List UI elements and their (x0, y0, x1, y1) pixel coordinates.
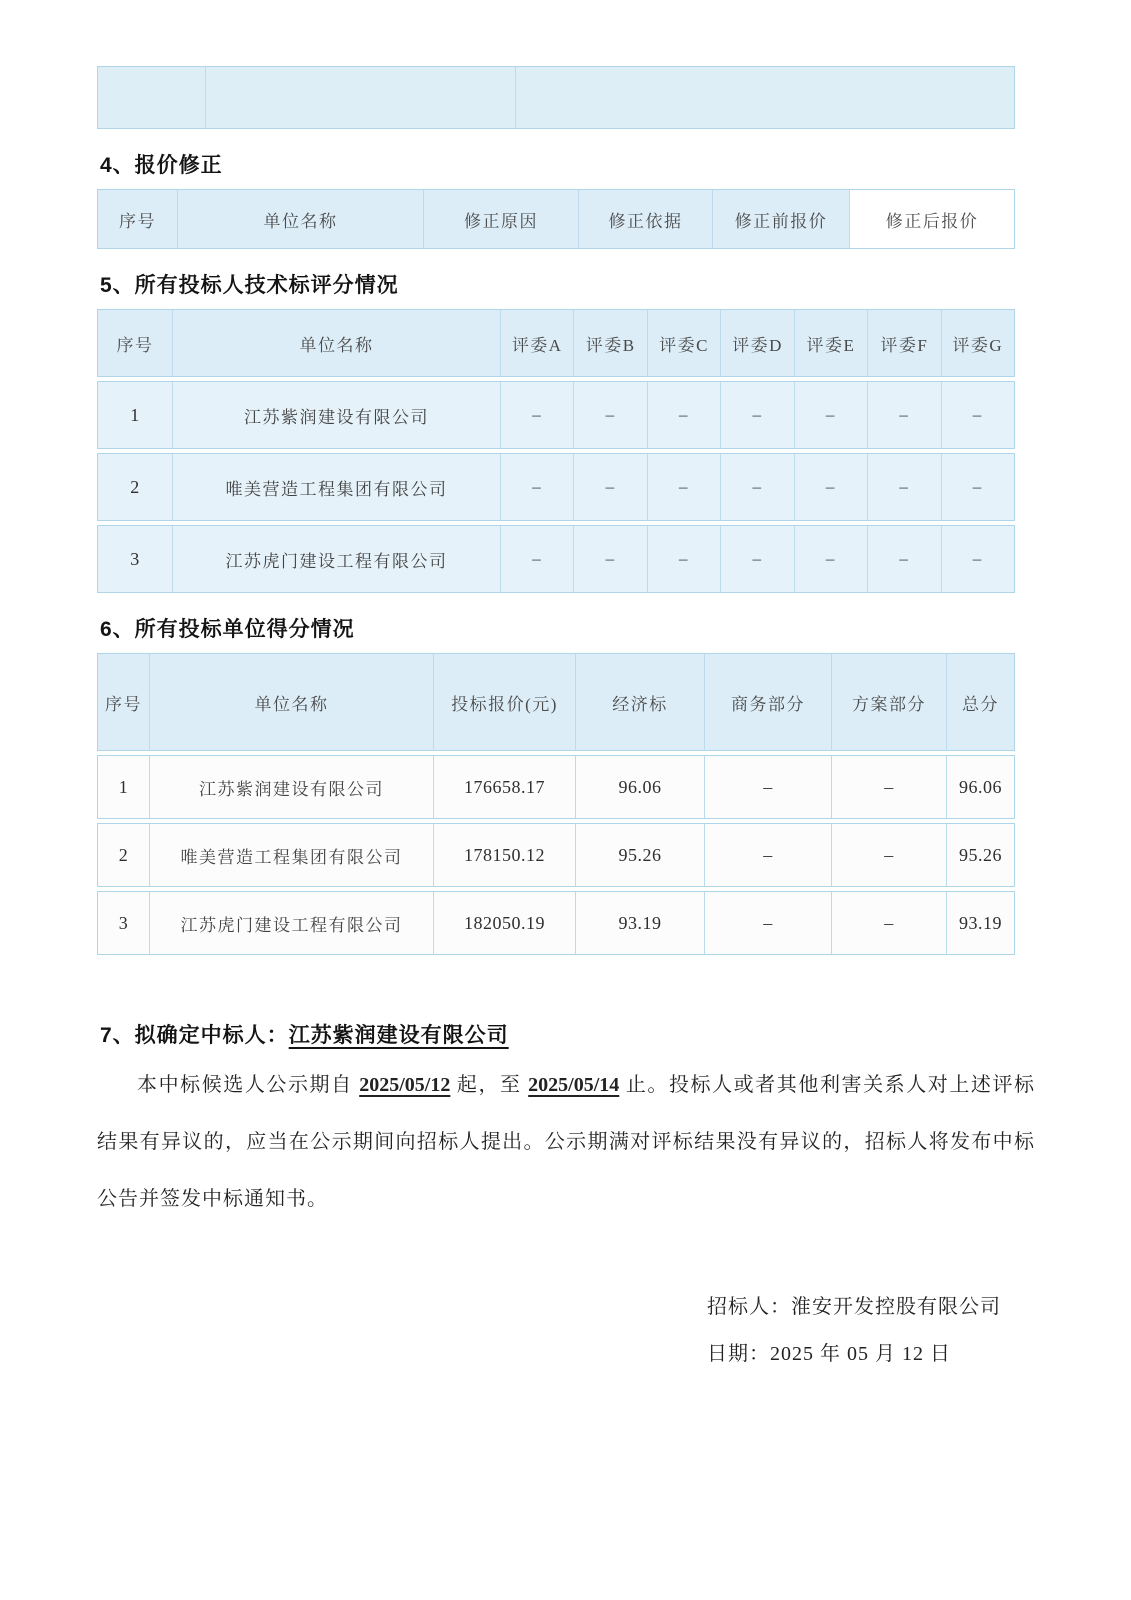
score-cell: – (648, 526, 721, 592)
column-header: 修正依据 (579, 190, 713, 248)
score-cell: – (942, 382, 1014, 448)
score-cell: – (942, 454, 1014, 520)
table-row (97, 891, 1015, 955)
company-cell: 江苏紫润建设有限公司 (150, 756, 434, 818)
business-score-cell: – (705, 756, 832, 818)
score-cell: – (721, 382, 794, 448)
seq-cell: 2 (98, 824, 150, 886)
notice-paragraph (97, 1057, 1035, 1228)
column-header: 单位名称 (178, 190, 424, 248)
table-header-row (97, 189, 1015, 249)
column-header: 评委G (942, 310, 1014, 376)
company-cell: 唯美营造工程集团有限公司 (173, 454, 501, 520)
score-cell: – (868, 382, 941, 448)
column-header: 单位名称 (150, 654, 434, 750)
column-header: 序号 (98, 310, 173, 376)
company-cell: 江苏虎门建设工程有限公司 (150, 892, 434, 954)
notice-text: 本中标候选人公示期自 (137, 1074, 360, 1096)
plan-score-cell: – (832, 824, 947, 886)
table-row (97, 823, 1015, 887)
empty-cell (206, 67, 516, 128)
company-cell: 唯美营造工程集团有限公司 (150, 824, 434, 886)
signature-block (707, 1284, 1035, 1378)
section7-heading (100, 1019, 1035, 1049)
score-cell: – (795, 382, 868, 448)
seq-cell: 1 (98, 756, 150, 818)
score-cell: – (574, 454, 647, 520)
column-header: 经济标 (576, 654, 705, 750)
section6-heading: 6、所有投标单位得分情况 (100, 618, 355, 641)
score-cell: – (721, 526, 794, 592)
date-line: 日期：2025 年 05 月 12 日 (707, 1343, 951, 1365)
column-header: 总分 (947, 654, 1014, 750)
business-score-cell: – (705, 824, 832, 886)
section5-heading: 5、所有投标人技术标评分情况 (100, 274, 399, 297)
price-cell: 178150.12 (434, 824, 576, 886)
column-header: 方案部分 (832, 654, 947, 750)
column-header: 商务部分 (705, 654, 832, 750)
score-cell: – (721, 454, 794, 520)
column-header: 修正原因 (424, 190, 579, 248)
column-header: 评委B (574, 310, 647, 376)
tenderer-line: 招标人：淮安开发控股有限公司 (707, 1296, 1001, 1318)
score-cell: – (795, 526, 868, 592)
winner-label: 7、拟确定中标人： (100, 1024, 289, 1047)
business-score-cell: – (705, 892, 832, 954)
column-header: 修正后报价 (850, 190, 1014, 248)
total-score-table (97, 653, 1015, 955)
table-row (97, 525, 1015, 593)
column-header: 评委C (648, 310, 721, 376)
seq-cell: 1 (98, 382, 173, 448)
score-cell: – (574, 382, 647, 448)
notice-end-date: 2025/05/14 (528, 1074, 620, 1096)
column-header: 序号 (98, 190, 178, 248)
score-cell: – (574, 526, 647, 592)
score-cell: – (648, 382, 721, 448)
economic-score-cell: 95.26 (576, 824, 705, 886)
section4-heading: 4、报价修正 (100, 154, 223, 177)
table-header-row (97, 653, 1015, 751)
column-header: 评委A (501, 310, 574, 376)
table-header-row (97, 309, 1015, 377)
column-header: 单位名称 (173, 310, 501, 376)
total-score-cell: 93.19 (947, 892, 1014, 954)
score-cell: – (501, 382, 574, 448)
economic-score-cell: 96.06 (576, 756, 705, 818)
economic-score-cell: 93.19 (576, 892, 705, 954)
company-cell: 江苏紫润建设有限公司 (173, 382, 501, 448)
table-row (97, 755, 1015, 819)
score-cell: – (501, 454, 574, 520)
empty-cell (98, 67, 206, 128)
table-row (97, 66, 1015, 129)
document-page (97, 0, 1035, 1378)
column-header: 评委E (795, 310, 868, 376)
notice-text: 起，至 (450, 1074, 529, 1096)
column-header: 评委D (721, 310, 794, 376)
company-cell: 江苏虎门建设工程有限公司 (173, 526, 501, 592)
column-header: 序号 (98, 654, 150, 750)
plan-score-cell: – (832, 756, 947, 818)
notice-start-date: 2025/05/12 (359, 1074, 451, 1096)
total-score-cell: 95.26 (947, 824, 1014, 886)
column-header: 评委F (868, 310, 941, 376)
column-header: 修正前报价 (713, 190, 850, 248)
price-correction-table (97, 189, 1015, 249)
table-row (97, 453, 1015, 521)
price-cell: 182050.19 (434, 892, 576, 954)
tech-score-table (97, 309, 1015, 593)
seq-cell: 3 (98, 892, 150, 954)
score-cell: – (942, 526, 1014, 592)
column-header: 投标报价(元) (434, 654, 576, 750)
total-score-cell: 96.06 (947, 756, 1014, 818)
score-cell: – (795, 454, 868, 520)
seq-cell: 3 (98, 526, 173, 592)
score-cell: – (868, 454, 941, 520)
empty-cell (516, 67, 1014, 128)
score-cell: – (868, 526, 941, 592)
score-cell: – (648, 454, 721, 520)
seq-cell: 2 (98, 454, 173, 520)
winner-company-name: 江苏紫润建设有限公司 (288, 1024, 509, 1047)
score-cell: – (501, 526, 574, 592)
plan-score-cell: – (832, 892, 947, 954)
notice-text: 止。投标人或者其他利害关系人对上述评标结果有异议的，应当在公示期间向招标人提出。公示期满对评标结果没有异议的，招标人将发布中标公告并签发中标通知书。 (97, 1074, 1036, 1210)
table-row (97, 381, 1015, 449)
top-partial-table (97, 66, 1015, 129)
price-cell: 176658.17 (434, 756, 576, 818)
